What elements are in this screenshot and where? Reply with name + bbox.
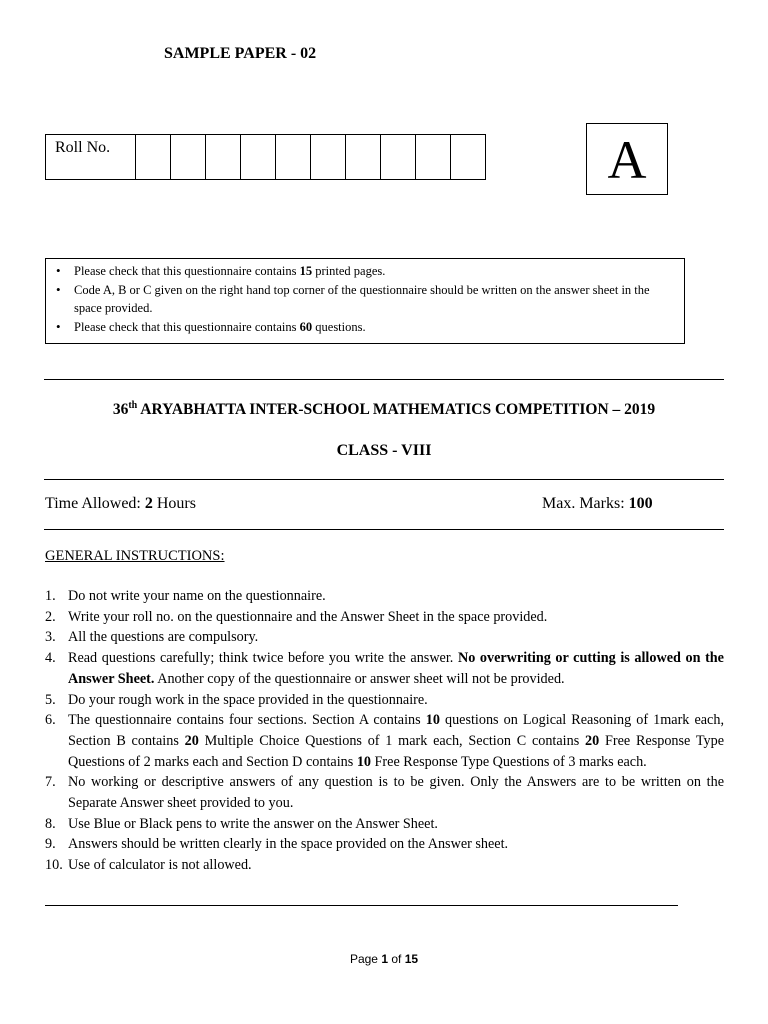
instruction-number: 3.: [45, 629, 56, 646]
instruction-number: 6.: [45, 712, 56, 729]
instruction-number: 7.: [45, 774, 56, 791]
roll-digit-box[interactable]: [206, 135, 241, 180]
instruction-item: [45, 627, 724, 648]
instruction-number: 2.: [45, 608, 56, 625]
end-rule: [45, 905, 678, 906]
instruction-item: [45, 607, 724, 628]
instruction-text: Do not write your name on the questionnaire.: [68, 588, 326, 604]
edition-number: 36: [112, 401, 129, 419]
instruction-number: 9.: [45, 836, 56, 853]
notice-list: [54, 262, 676, 336]
instruction-text: Free Response Type Questions of 2 marks each and Section D contains: [68, 732, 724, 770]
page-total: 15: [404, 952, 419, 966]
instruction-emphasis: 20: [585, 732, 600, 749]
roll-digit-box[interactable]: [381, 135, 416, 180]
instructions-heading: GENERAL INSTRUCTIONS:: [45, 548, 225, 564]
instruction-number: 1.: [45, 588, 56, 604]
instruction-item: [45, 814, 724, 835]
instruction-text: Use Blue or Black pens to write the answer on the Answer Sheet.: [68, 815, 438, 832]
roll-digit-box[interactable]: [136, 135, 171, 180]
notice-text: printed pages.: [312, 264, 386, 278]
notice-item: [54, 281, 676, 318]
roll-digit-box[interactable]: [416, 135, 451, 180]
instruction-emphasis: 20: [184, 732, 199, 749]
instruction-text: Write your roll no. on the questionnaire and the Answer Sheet in the space provided.: [68, 608, 548, 625]
time-allowed: [45, 495, 196, 513]
instruction-text: The questionnaire contains four sections. Section A contains: [68, 712, 426, 729]
max-marks: [542, 495, 653, 513]
instruction-number: 4.: [45, 650, 56, 667]
instructions-list: [45, 586, 724, 876]
class-title: CLASS - VIII: [336, 442, 432, 459]
page-label: Page: [349, 952, 382, 966]
instruction-text: Another copy of the questionnaire or answer sheet will not be provided.: [154, 670, 565, 687]
notice-text: Code A, B or C given on the right hand top corner of the questionnaire should be written on the answer sheet in the space provided.: [74, 282, 650, 315]
instruction-text: Use of calculator is not allowed.: [68, 857, 252, 874]
instruction-item: [45, 648, 724, 689]
notice-box: [45, 258, 685, 344]
instruction-text: All the questions are compulsory.: [68, 629, 259, 646]
notice-text: questions.: [312, 319, 366, 334]
notice-item: [54, 318, 676, 337]
page-footer: [0, 952, 768, 966]
roll-number-grid: [45, 134, 486, 180]
instruction-item: [45, 586, 724, 607]
roll-digit-box[interactable]: [276, 135, 311, 180]
instruction-text: questions on Logical Reasoning of 1mark each, Section B contains: [68, 712, 724, 749]
divider-middle: [44, 479, 724, 480]
divider-bottom: [44, 529, 724, 530]
roll-digit-box[interactable]: [241, 135, 276, 180]
notice-count: 60: [299, 319, 313, 334]
paper-code-box: A: [586, 123, 668, 195]
instruction-item: [45, 834, 724, 855]
notice-count: 15: [299, 264, 313, 278]
instruction-item: [45, 855, 724, 876]
instruction-text: No working or descriptive answers of any question is to be given. Only the Answers are to be written on the Separate Answer sheet provided to you.: [68, 774, 724, 812]
roll-digit-box[interactable]: [311, 135, 346, 180]
competition-name: ARYABHATTA INTER-SCHOOL MATHEMATICS COMPETITION – 2019: [137, 401, 656, 419]
instruction-item: [45, 772, 724, 813]
roll-digit-box[interactable]: [346, 135, 381, 180]
edition-suffix: th: [128, 400, 138, 411]
competition-title: [44, 400, 724, 419]
roll-number-label: Roll No.: [46, 135, 136, 180]
page-of: of: [388, 952, 405, 966]
roll-digit-box[interactable]: [171, 135, 206, 180]
instruction-text: Do your rough work in the space provided in the questionnaire.: [68, 691, 428, 708]
roll-digit-box[interactable]: [451, 135, 486, 180]
notice-item: [54, 262, 676, 281]
instruction-emphasis: 10: [356, 753, 371, 770]
time-label: Time Allowed:: [45, 495, 145, 512]
instruction-text: Read questions carefully; think twice before you write the answer.: [68, 650, 458, 667]
marks-value: 100: [628, 495, 653, 512]
marks-label: Max. Marks:: [542, 495, 629, 512]
paper-title: SAMPLE PAPER - 02: [164, 45, 317, 62]
instruction-number: 5.: [45, 691, 56, 708]
instruction-item: [45, 690, 724, 711]
time-unit: Hours: [152, 495, 196, 512]
instruction-emphasis: 10: [425, 712, 440, 729]
instruction-emphasis: No overwriting or cutting is allowed on the Answer Sheet.: [68, 650, 724, 687]
divider-top: [44, 379, 724, 380]
instruction-text: Free Response Type Questions of 3 marks each.: [371, 753, 647, 770]
instruction-item: [45, 710, 724, 772]
instruction-number: 10.: [45, 857, 63, 874]
notice-text: Please check that this questionnaire contains: [74, 264, 300, 278]
instruction-text: Answers should be written clearly in the space provided on the Answer sheet.: [68, 836, 509, 853]
page-current: 1: [381, 952, 388, 966]
time-value: 2: [144, 495, 153, 512]
instruction-text: Multiple Choice Questions of 1 mark each, Section C contains: [198, 732, 585, 749]
notice-text: Please check that this questionnaire contains: [74, 319, 300, 334]
instruction-number: 8.: [45, 815, 56, 832]
